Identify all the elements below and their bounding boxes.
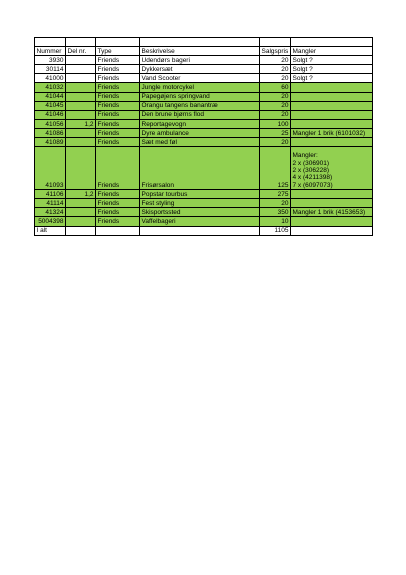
table-row xyxy=(35,119,373,128)
blank-cell xyxy=(96,38,140,47)
cell-nummer: 41324 xyxy=(35,208,66,217)
table-row xyxy=(35,74,373,83)
cell-del-nr xyxy=(66,101,96,110)
cell-del-nr xyxy=(66,65,96,74)
cell-beskrivelse: Frisørsalon xyxy=(140,147,260,190)
cell-mangler xyxy=(291,217,373,226)
cell-del-nr xyxy=(66,74,96,83)
cell-del-nr xyxy=(66,128,96,137)
cell-beskrivelse: Vaffelbageri xyxy=(140,217,260,226)
cell-salgspris: 60 xyxy=(260,83,291,92)
cell-mangler xyxy=(291,147,373,190)
table-row xyxy=(35,83,373,92)
cell-beskrivelse: Fest styling xyxy=(140,199,260,208)
cell-mangler xyxy=(291,138,373,147)
mangler-line: Solgt ? xyxy=(292,56,313,64)
mangler-line: Solgt ? xyxy=(292,65,313,73)
cell-nummer: 41086 xyxy=(35,128,66,137)
cell-mangler xyxy=(291,92,373,101)
table-row xyxy=(35,217,373,226)
cell-mangler xyxy=(291,110,373,119)
blank-cell xyxy=(66,226,96,235)
cell-salgspris: 350 xyxy=(260,208,291,217)
cell-type: Friends xyxy=(96,217,140,226)
blank-cell xyxy=(140,226,260,235)
cell-nummer: 41044 xyxy=(35,92,66,101)
table-row xyxy=(35,92,373,101)
cell-salgspris: 20 xyxy=(260,110,291,119)
cell-type: Friends xyxy=(96,190,140,199)
cell-mangler xyxy=(291,56,373,65)
table-row xyxy=(35,110,373,119)
cell-mangler xyxy=(291,199,373,208)
cell-type: Friends xyxy=(96,138,140,147)
cell-mangler xyxy=(291,119,373,128)
cell-salgspris: 20 xyxy=(260,56,291,65)
cell-beskrivelse: Skisportssted xyxy=(140,208,260,217)
mangler-line: Mangler 1 brik (4153653) xyxy=(292,209,366,216)
cell-del-nr xyxy=(66,217,96,226)
cell-type: Friends xyxy=(96,101,140,110)
cell-del-nr xyxy=(66,83,96,92)
cell-del-nr xyxy=(66,208,96,217)
cell-salgspris: 20 xyxy=(260,101,291,110)
cell-mangler xyxy=(291,83,373,92)
cell-beskrivelse: Dykkersæt xyxy=(140,65,260,74)
cell-mangler xyxy=(291,65,373,74)
cell-beskrivelse: Orangu tangens banantræ xyxy=(140,101,260,110)
mangler-line: Solgt ? xyxy=(292,75,313,83)
blank-cell xyxy=(35,38,66,47)
header-mangler: Mangler xyxy=(291,47,373,56)
cell-salgspris: 20 xyxy=(260,74,291,83)
cell-beskrivelse: Vand Scooter xyxy=(140,74,260,83)
mangler-line: 2 x (306901) xyxy=(292,159,329,167)
cell-type: Friends xyxy=(96,208,140,217)
mangler-line: 2 x (306228) xyxy=(292,166,329,174)
cell-mangler xyxy=(291,128,373,137)
table-row xyxy=(35,138,373,147)
cell-nummer: 41056 xyxy=(35,119,66,128)
blank-cell xyxy=(96,226,140,235)
table-row xyxy=(35,101,373,110)
table-row xyxy=(35,147,373,190)
cell-type: Friends xyxy=(96,74,140,83)
cell-salgspris: 20 xyxy=(260,138,291,147)
mangler-line: Mangler 1 brik (6101032) xyxy=(292,129,366,137)
header-row xyxy=(35,47,373,56)
blank-cell xyxy=(291,226,373,235)
total-label: I alt xyxy=(35,226,66,235)
cell-beskrivelse: Papegøjens springvand xyxy=(140,92,260,101)
cell-del-nr xyxy=(66,92,96,101)
cell-mangler xyxy=(291,101,373,110)
cell-type: Friends xyxy=(96,92,140,101)
cell-type: Friends xyxy=(96,147,140,190)
cell-mangler xyxy=(291,208,373,217)
blank-cell xyxy=(66,38,96,47)
cell-nummer: 5004398 xyxy=(35,217,66,226)
blank-cell xyxy=(291,38,373,47)
cell-salgspris: 20 xyxy=(260,65,291,74)
cell-del-nr xyxy=(66,199,96,208)
cell-nummer: 41045 xyxy=(35,101,66,110)
cell-del-nr: 1,2 xyxy=(66,119,96,128)
mangler-line: 4 x (4211398) xyxy=(292,174,333,182)
cell-nummer: 3930 xyxy=(35,56,66,65)
cell-nummer: 41000 xyxy=(35,74,66,83)
blank-row xyxy=(35,38,373,47)
table-row xyxy=(35,56,373,65)
cell-beskrivelse: Popstar tourbus xyxy=(140,190,260,199)
cell-del-nr xyxy=(66,56,96,65)
cell-salgspris: 20 xyxy=(260,199,291,208)
cell-nummer: 41106 xyxy=(35,190,66,199)
total-salgspris: 1105 xyxy=(260,226,291,235)
table-row xyxy=(35,65,373,74)
blank-cell xyxy=(140,38,260,47)
cell-type: Friends xyxy=(96,56,140,65)
cell-nummer: 41089 xyxy=(35,138,66,147)
cell-salgspris: 100 xyxy=(260,119,291,128)
cell-beskrivelse: Reportagevogn xyxy=(140,119,260,128)
cell-nummer: 30114 xyxy=(35,65,66,74)
mangler-line: 7 x (6097073) xyxy=(292,181,333,189)
cell-salgspris: 20 xyxy=(260,92,291,101)
header-beskrivelse: Beskrivelse xyxy=(140,47,260,56)
cell-nummer: 41046 xyxy=(35,110,66,119)
header-del-nr: Del nr. xyxy=(66,47,96,56)
cell-beskrivelse: Udendørs bageri xyxy=(140,56,260,65)
cell-beskrivelse: Dyre ambulance xyxy=(140,128,260,137)
table-row xyxy=(35,199,373,208)
cell-salgspris: 10 xyxy=(260,217,291,226)
cell-salgspris: 125 xyxy=(260,147,291,190)
cell-salgspris: 275 xyxy=(260,190,291,199)
cell-beskrivelse: Den brune bjørns flod xyxy=(140,110,260,119)
cell-type: Friends xyxy=(96,199,140,208)
cell-nummer: 41093 xyxy=(35,147,66,190)
cell-type: Friends xyxy=(96,83,140,92)
table-row xyxy=(35,190,373,199)
header-type: Type xyxy=(96,47,140,56)
cell-type: Friends xyxy=(96,128,140,137)
cell-beskrivelse: Sæt med føl xyxy=(140,138,260,147)
blank-cell xyxy=(260,38,291,47)
cell-nummer: 41032 xyxy=(35,83,66,92)
table-row xyxy=(35,208,373,217)
mangler-line: Mangler: xyxy=(292,152,318,160)
table-row xyxy=(35,128,373,137)
cell-beskrivelse: Jungle motorcykel xyxy=(140,83,260,92)
cell-mangler xyxy=(291,74,373,83)
cell-type: Friends xyxy=(96,119,140,128)
cell-del-nr: 1,2 xyxy=(66,190,96,199)
header-salgspris: Salgspris xyxy=(260,47,291,56)
cell-nummer: 41114 xyxy=(35,199,66,208)
cell-del-nr xyxy=(66,110,96,119)
cell-del-nr xyxy=(66,138,96,147)
price-list-table xyxy=(34,37,373,236)
cell-mangler xyxy=(291,190,373,199)
cell-type: Friends xyxy=(96,65,140,74)
cell-type: Friends xyxy=(96,110,140,119)
total-row xyxy=(35,226,373,235)
header-nummer: Nummer xyxy=(35,47,66,56)
cell-del-nr xyxy=(66,147,96,190)
cell-salgspris: 25 xyxy=(260,128,291,137)
